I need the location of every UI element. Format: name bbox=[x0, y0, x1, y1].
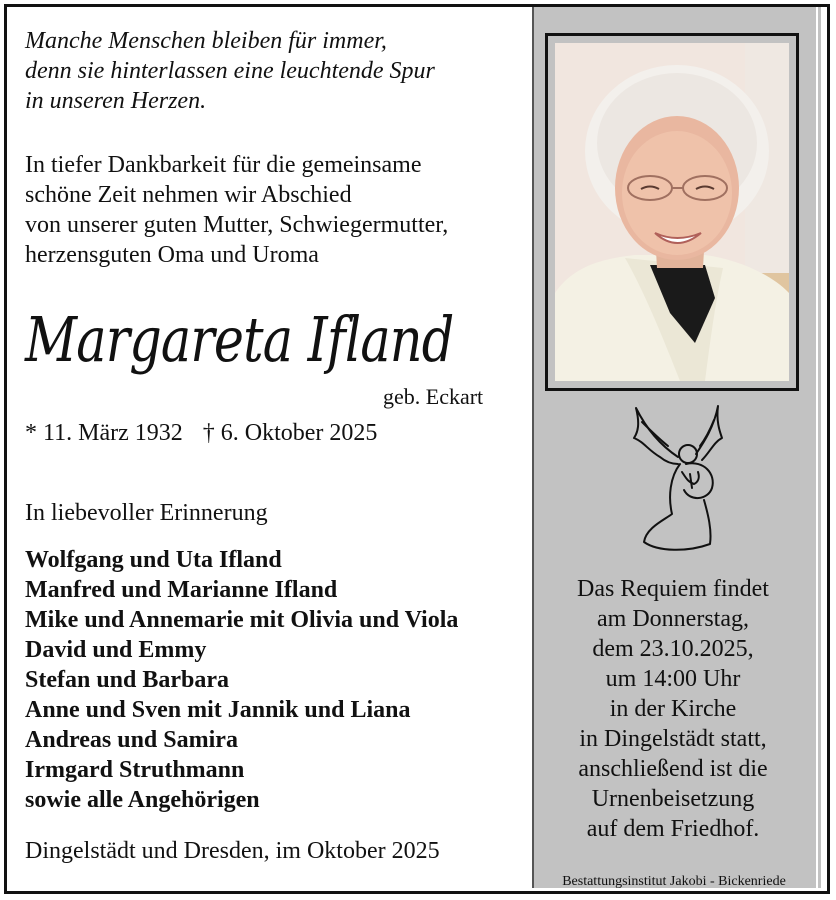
mourner-item: Anne und Sven mit Jannik und Liana bbox=[25, 697, 411, 723]
funeral-home: Bestattungsinstitut Jakobi - Bickenriede bbox=[562, 874, 786, 889]
memorial-quote bbox=[25, 26, 435, 116]
mourner-item: sowie alle Angehörigen bbox=[25, 787, 260, 813]
place-date: Dingelstädt und Dresden, im Oktober 2025 bbox=[25, 838, 440, 864]
panel-stripe bbox=[818, 7, 821, 888]
life-dates bbox=[25, 420, 377, 447]
portrait-frame bbox=[545, 33, 799, 391]
quote-line: Manche Menschen bleiben für immer, bbox=[25, 28, 387, 54]
intro-line: schöne Zeit nehmen wir Abschied bbox=[25, 182, 352, 208]
mourner-item: Andreas und Samira bbox=[25, 727, 238, 753]
requiem-line: dem 23.10.2025, bbox=[592, 636, 754, 662]
requiem-line: Das Requiem findet bbox=[577, 576, 769, 602]
mourner-item: David und Emmy bbox=[25, 637, 207, 663]
left-column bbox=[25, 0, 525, 900]
requiem-line: in Dingelstädt statt, bbox=[579, 726, 767, 752]
mourner-item: Wolfgang und Uta Ifland bbox=[25, 547, 282, 573]
deceased-name: Margareta Ifland bbox=[25, 303, 454, 376]
intro-line: herzensguten Oma und Uroma bbox=[25, 242, 319, 268]
requiem-line: in der Kirche bbox=[609, 696, 737, 722]
portrait-photo bbox=[555, 43, 789, 381]
mourner-item: Stefan und Barbara bbox=[25, 667, 230, 693]
intro-line: In tiefer Dankbarkeit für die gemeinsame bbox=[25, 152, 422, 178]
birth-date: * 11. März 1932 bbox=[25, 420, 183, 446]
mourner-item: Irmgard Struthmann bbox=[25, 757, 245, 783]
requiem-line: Urnenbeisetzung bbox=[591, 786, 755, 812]
requiem-line: auf dem Friedhof. bbox=[586, 816, 760, 842]
requiem-line: um 14:00 Uhr bbox=[605, 666, 741, 692]
requiem-line: anschließend ist die bbox=[578, 756, 768, 782]
quote-line: denn sie hinterlassen eine leuchtende Spur bbox=[25, 58, 435, 84]
memory-line: In liebevoller Erinnerung bbox=[25, 500, 268, 526]
death-date: † 6. Oktober 2025 bbox=[202, 420, 378, 446]
intro-line: von unserer guten Mutter, Schwiegermutter, bbox=[25, 212, 449, 238]
angel-icon bbox=[628, 402, 728, 554]
intro-text bbox=[25, 150, 448, 270]
birth-name: geb. Eckart bbox=[383, 384, 484, 409]
quote-line: in unseren Herzen. bbox=[25, 88, 207, 114]
requiem-line: am Donnerstag, bbox=[597, 606, 749, 632]
requiem-notice bbox=[548, 574, 798, 844]
mourner-item: Mike und Annemarie mit Olivia und Viola bbox=[25, 607, 459, 633]
mourners-list bbox=[25, 545, 458, 815]
mourner-item: Manfred und Marianne Ifland bbox=[25, 577, 338, 603]
